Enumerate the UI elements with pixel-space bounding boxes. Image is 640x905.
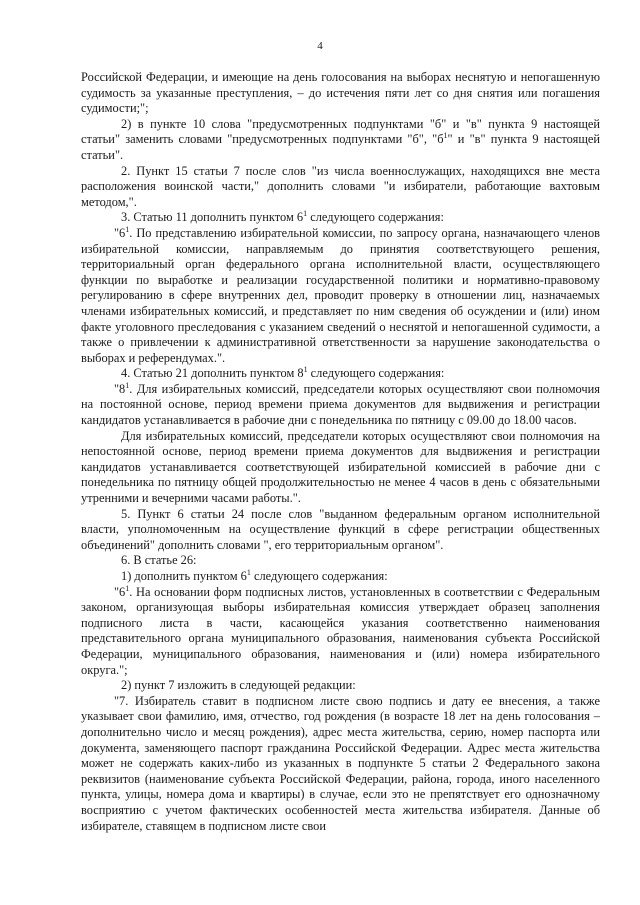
paragraph: Для избирательных комиссий, председатели которых осуществляют свои полномочия на непостоянной основе, период времени приема документов для выдвижения и регистрации кандидатов устанавливается соответствующей избирательной комиссией в рабочие дни с понедельника по пятницу общей продолжительностью не менее 4 часов в день с обязательными утренними и вечерними часами работы.". xyxy=(81,428,600,506)
paragraph: 2. Пункт 15 статьи 7 после слов "из числа военнослужащих, находящихся вне места расположения воинской части," дополнить словами "и избиратели, работающие вахтовым методом,". xyxy=(81,163,600,209)
page-number: 4 xyxy=(317,40,323,52)
superscript-mark: 1 xyxy=(246,567,251,577)
paragraph: "$6^1$. По представлению избирательной комиссии, по запросу органа, назначающего членов избирательной комиссии, направляемым до принятия соответствующего решения, территориальный орган федерального органа исполнительной власти, осуществляющего функции по выработке и реализации государственной политики и нормативно-правовому регулированию в сфере внутренних дел, проводит проверку в отношении лиц, назначаемых членами избирательных комиссий, и представляет по ним сведения об осуждении и (или) ином факте уголовного преследования с указанием сведений о неснятой и непогашенной судимости, а также о привлечении к административной ответственности за нарушение законодательства о выборах и референдумах.". xyxy=(81,224,600,365)
paragraph: "$6^1$. На основании форм подписных листов, установленных в соответствии с Федеральным законом, организующая выборы избирательная комиссия утверждает образец заполнения подписного листа в части, касающейся указания соответственно наименования представительного органа муниципального образования, наименования субъекта Российской Федерации, муниципального образования, наименования и (или) номера избирательного округа."; xyxy=(81,583,600,677)
document-body xyxy=(81,70,600,834)
paragraph: Российской Федерации, и имеющие на день голосования на выборах неснятую и непогашенную судимость за указанные преступления, – до истечения пяти лет со дня снятия или погашения судимости;"; xyxy=(81,70,600,116)
paragraph: 1) дополнить пунктом $6^1$ следующего содержания: xyxy=(121,567,388,583)
paragraph: 2) в пункте 10 слова "предусмотренных подпунктами "б" и "в" пункта 9 настоящей статьи" заменить словами "предусмотренных подпунктами "б", "$б^1$" и "в" пункта 9 настоящей статьи". xyxy=(81,116,600,162)
paragraph: 6. В статье 26: xyxy=(121,553,197,568)
superscript-mark: 1 xyxy=(125,224,130,234)
paragraph: 3. Статью 11 дополнить пунктом $6^1$ следующего содержания: xyxy=(121,209,444,225)
paragraph: 4. Статью 21 дополнить пунктом $8^1$ следующего содержания: xyxy=(121,365,445,381)
paragraph: 2) пункт 7 изложить в следующей редакции: xyxy=(121,678,356,693)
superscript-mark: 1 xyxy=(125,380,130,390)
superscript-mark: 1 xyxy=(125,583,130,593)
superscript-mark: 1 xyxy=(443,131,448,141)
paragraph: 5. Пункт 6 статьи 24 после слов "выданном федеральным органом исполнительной власти, уполномоченным на осуществление функций в сфере регистрации общественных объединений" дополнить словами ", его территориальным органом". xyxy=(81,506,600,552)
superscript-mark: 1 xyxy=(303,209,308,219)
superscript-mark: 1 xyxy=(303,365,308,375)
paragraph: "$8^1$. Для избирательных комиссий, председатели которых осуществляют свои полномочия на постоянной основе, период времени приема документов для выдвижения и регистрации кандидатов устанавливается в рабочие дни с понедельника по пятницу с 09.00 до 18.00 часов. xyxy=(81,380,600,428)
paragraph: "7. Избиратель ставит в подписном листе свою подпись и дату ее внесения, а также указывает свои фамилию, имя, отчество, год рождения (в возрасте 18 лет на день голосования – дополнительно число и месяц рождения), адрес места жительства, серию, номер паспорта или документа, заменяющего паспорт гражданина Российской Федерации. Адрес места жительства может не содержать каких-либо из указанных в подпункте 5 статьи 2 Федерального закона реквизитов (наименование субъекта Российской Федерации, района, города, иного населенного пункта, улицы, номера дома и квартиры) в случае, если это не препятствует его однозначному восприятию с учетом фактических особенностей места жительства избирателя. Данные об избирателе, ставящем в подписном листе свои xyxy=(81,693,600,833)
